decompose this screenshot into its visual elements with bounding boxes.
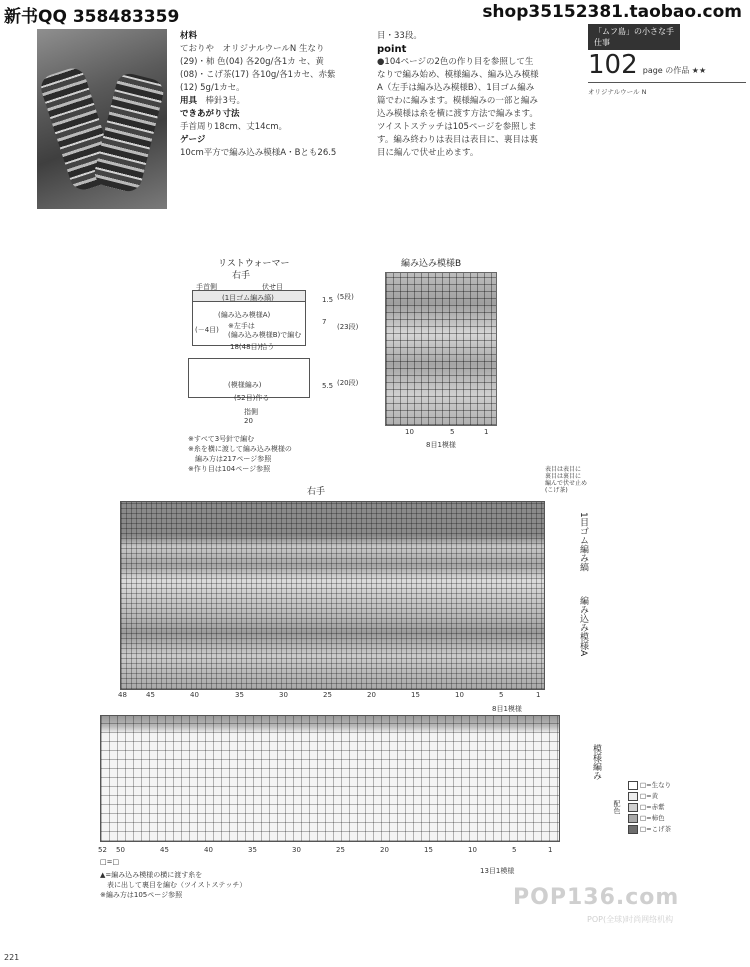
legend-label: □=赤紫 [640, 803, 665, 811]
page-ref-number: 102 [588, 50, 638, 80]
twist-chart-tick: 45 [160, 846, 169, 854]
chart-b-tick: 10 [405, 428, 414, 436]
tools-heading: 用具 [180, 96, 198, 106]
tools-text: 棒針3号。 [205, 96, 245, 106]
materials-line: (12) 5g/1カセ。 [180, 83, 245, 93]
point-line: 込み模様は糸を横に渡す方法で編みます。 [377, 109, 538, 119]
main-chart-tick: 25 [323, 691, 332, 699]
point-line: 目に編んで伏せ止めます。 [377, 148, 479, 158]
watermark-sub: POP(全球)时尚网络机构 [587, 915, 674, 924]
main-chart-pattern-label: 編み込み模様A [578, 596, 588, 657]
twist-chart-repeat: 13目1模様 [480, 867, 515, 875]
point-line: す。編み終わりは表目は表目に、裏目は裏 [377, 135, 538, 145]
header-shop-url: shop35152381.taobao.com [482, 2, 742, 22]
main-chart-tick: 40 [190, 691, 199, 699]
symbol-blank: □=□ [100, 858, 120, 866]
main-chart-tick: 20 [367, 691, 376, 699]
page-number: 221 [4, 953, 20, 962]
schematic-cast-on: (52目)作る [234, 394, 270, 402]
legend-label: □=柿色 [640, 814, 665, 822]
chart-b-title: 編み込み模様B [401, 259, 462, 269]
main-chart-repeat: 8目1模様 [492, 705, 522, 713]
twist-chart-label: 模様編み [591, 744, 601, 780]
product-photo [37, 29, 167, 209]
schematic-title: リストウォーマー [218, 259, 290, 269]
chart-b-tick: 5 [450, 428, 455, 436]
main-chart-tick: 45 [146, 691, 155, 699]
materials-line: (29)・柿 色(04) 各20g/各1カ セ、黄 [180, 57, 324, 67]
schematic-rib-label: (1目ゴム編み縞) [222, 294, 274, 302]
schematic-note: ※糸を横に渡して編み込み模様の [188, 445, 292, 453]
size-text: 手首周り18cm、丈14cm。 [180, 122, 288, 132]
schematic-dim: (20段) [337, 379, 359, 387]
schematic-pattern-label: (模様編み) [228, 381, 262, 389]
legend-label: □=こげ茶 [640, 825, 672, 833]
twist-chart-tick: 10 [468, 846, 477, 854]
yarn-name: オリジナルウール N [588, 88, 647, 96]
point-line: なりで編み始め、模様編み、編み込み模様 [377, 70, 539, 80]
legend-item [628, 780, 680, 791]
legend-title: 配色 [613, 800, 621, 814]
point-line: A（左手は編み込み模様B）、1目ゴム編み [377, 83, 535, 93]
schematic-subtitle: 右手 [232, 271, 251, 281]
legend-swatch [628, 825, 638, 834]
twist-chart-tick: 30 [292, 846, 301, 854]
schematic-note-1: ※左手は [228, 322, 255, 330]
chart-b-tick: 1 [484, 428, 489, 436]
legend-item [628, 824, 680, 835]
series-tag [588, 24, 746, 96]
schematic-note-2: (編み込み模様B)で編む [228, 331, 302, 339]
gauge-text: 10cm平方で編み込み模様A・Bとも26.5 [180, 148, 337, 158]
schematic-bottom-label: 指側 [244, 408, 258, 416]
twist-chart-tick: 35 [248, 846, 257, 854]
schematic-dim: (5段) [337, 293, 354, 301]
twist-chart-tick: 1 [548, 846, 553, 854]
schematic-circumference: 18(48目)拾う [230, 343, 275, 351]
schematic-note: ※すべて3号針で編む [188, 435, 255, 443]
main-chart-tick: 15 [411, 691, 420, 699]
schematic-pattern-a-label: (編み込み模様A) [218, 311, 271, 319]
materials-line: (08)・こげ茶(17) 各10g/各1カセ、赤紫 [180, 70, 336, 80]
point-heading: point [377, 44, 407, 55]
main-chart-rib-label: 1目ゴム編み縞 [578, 512, 588, 572]
point-line: ツイストステッチは105ページを参照しま [377, 122, 537, 132]
schematic-lower-section [188, 358, 310, 398]
twist-chart-tick: 50 [116, 846, 125, 854]
materials-block [180, 30, 370, 160]
main-chart-tick: 1 [536, 691, 541, 699]
schematic-dim: 7 [322, 318, 327, 326]
symbol-note: ※編み方は105ページ参照 [100, 891, 183, 899]
watermark-main: POP136.com [513, 885, 680, 910]
legend-item [628, 802, 680, 813]
schematic-dim: 1.5 [322, 296, 334, 304]
schematic-label-top-left: 手首側 [196, 283, 217, 291]
materials-heading: 材料 [180, 31, 198, 41]
twist-chart-tick: 52 [98, 846, 107, 854]
symbol-note: 表に出して裏目を編む（ツイストステッチ） [100, 881, 247, 889]
gauge-heading: ゲージ [180, 135, 206, 145]
symbol-note: ▲=編み込み模様の横に渡す糸を [100, 871, 203, 879]
main-chart-side-note: 表目は表目に 裏目は裏目に 編んで伏せ止め (こげ茶) [545, 466, 588, 494]
main-chart-title: 右手 [307, 487, 326, 497]
twist-chart-tick: 5 [512, 846, 517, 854]
main-chart-grid [120, 501, 545, 690]
chart-b-repeat: 8目1模様 [426, 441, 456, 449]
main-chart-tick: 48 [118, 691, 127, 699]
twist-chart-tick: 20 [380, 846, 389, 854]
color-legend [628, 780, 680, 835]
series-label: 「ムフ島」の小さな手仕事 [588, 24, 680, 50]
schematic-width: 20 [244, 417, 253, 425]
point-line: 篇でわに編みます。模様編みの一部と編み [377, 96, 538, 106]
point-line: ●104ページの2色の作り目を参照して生 [377, 57, 534, 67]
legend-swatch [628, 803, 638, 812]
materials-line: ておりや オリジナルウールN 生なり [180, 44, 325, 54]
legend-item [628, 813, 680, 824]
schematic-label-bind-off: 伏せ目 [262, 283, 283, 291]
page-ref-suffix: page の作品 ★★ [642, 66, 707, 75]
legend-label: □=黄 [640, 792, 659, 800]
schematic-dim: (23段) [337, 323, 359, 331]
schematic-note: ※作り目は104ページ参照 [188, 465, 271, 473]
main-chart-tick: 30 [279, 691, 288, 699]
legend-swatch [628, 814, 638, 823]
point-block [377, 30, 562, 160]
twist-chart-tick: 40 [204, 846, 213, 854]
main-chart-tick: 5 [499, 691, 504, 699]
header-qq-text: 新书QQ 358483359 [4, 7, 180, 27]
chart-b-grid [385, 272, 497, 426]
main-chart-tick: 10 [455, 691, 464, 699]
gauge-continuation: 目・33段。 [377, 31, 422, 41]
twist-chart-tick: 25 [336, 846, 345, 854]
size-heading: できあがり寸法 [180, 109, 240, 119]
legend-label: □=生なり [640, 781, 672, 789]
schematic-decrease: (－4目) [195, 326, 219, 334]
legend-item [628, 791, 680, 802]
legend-swatch [628, 781, 638, 790]
main-chart-tick: 35 [235, 691, 244, 699]
twist-chart-grid [100, 715, 560, 842]
legend-swatch [628, 792, 638, 801]
schematic-dim: 5.5 [322, 382, 334, 390]
schematic-note: 編み方は217ページ参照 [188, 455, 272, 463]
twist-chart-tick: 15 [424, 846, 433, 854]
